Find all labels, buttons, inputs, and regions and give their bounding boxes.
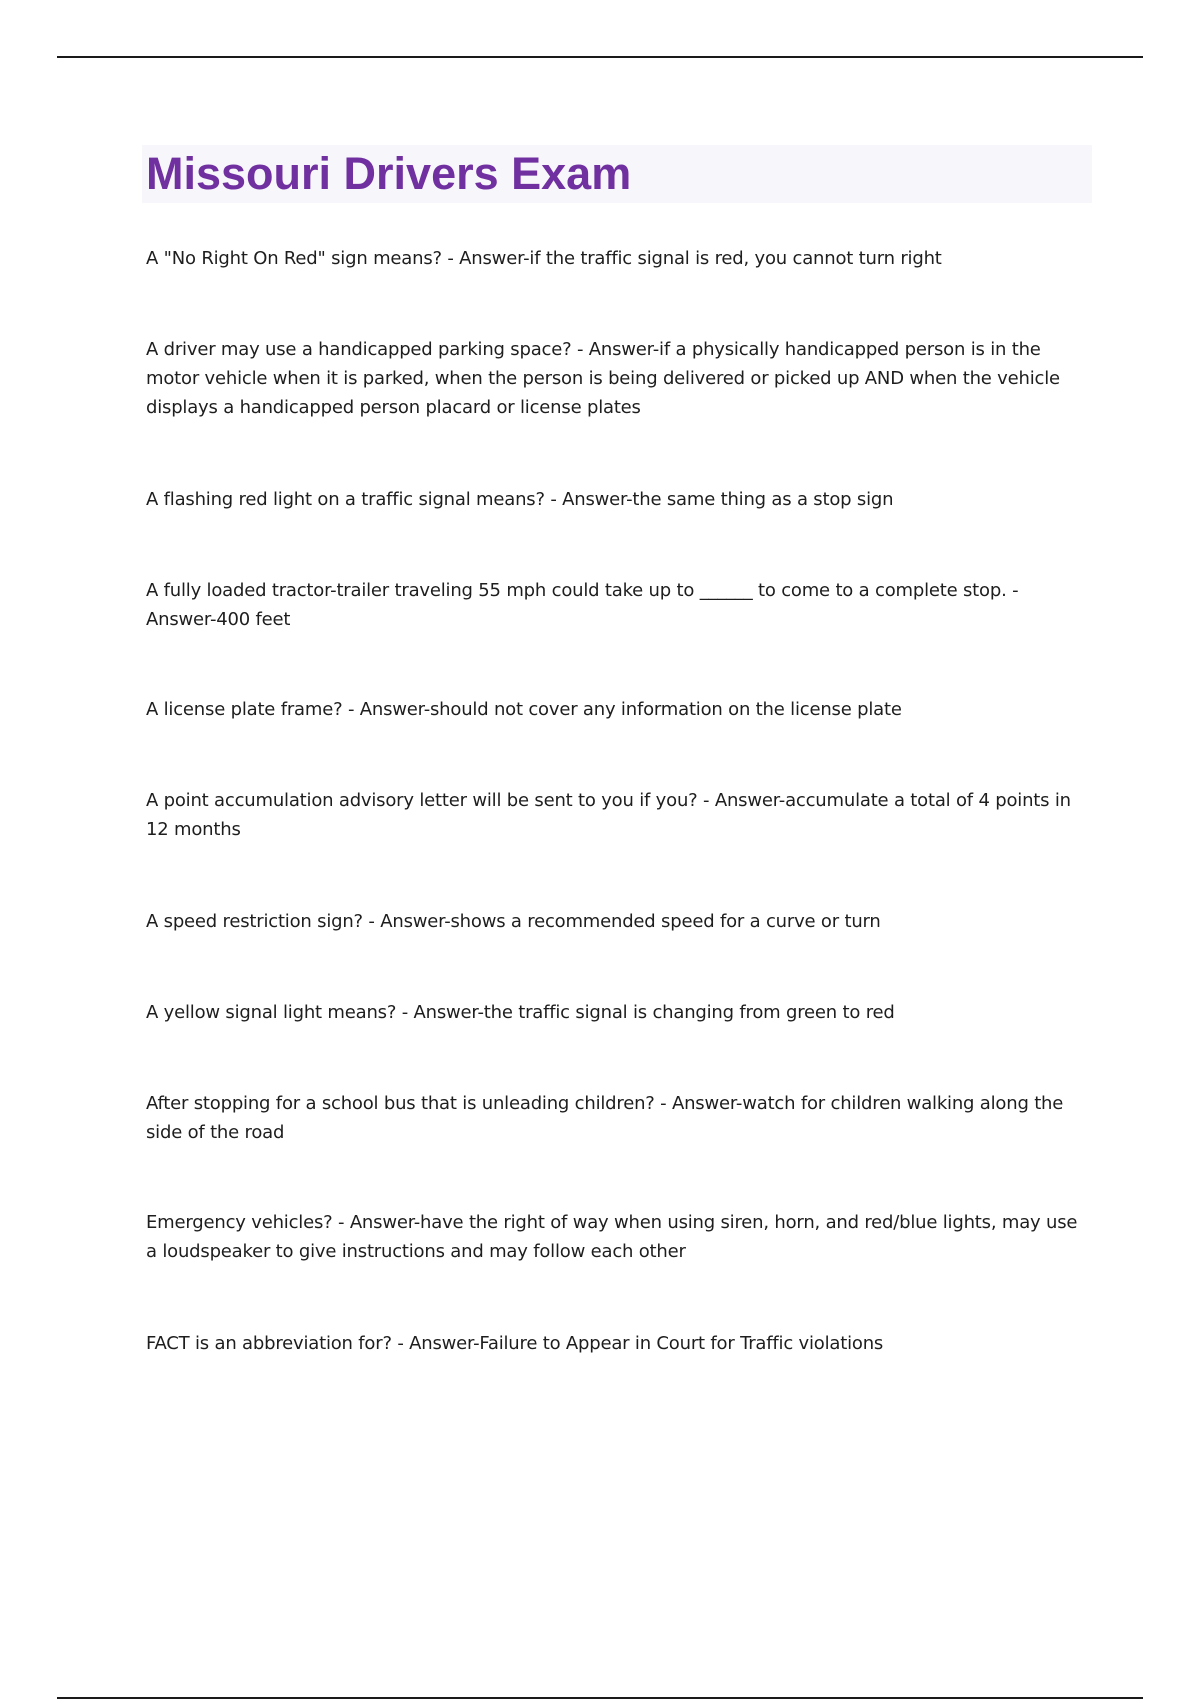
header-rule: [57, 56, 1143, 58]
qa-item-2: A driver may use a handicapped parking space? - Answer-if a physically handicapped person is in the motor vehicle when it is parked, when the person is being delivered or picked up AND when the vehicle displays a handicapped person placard or license plates: [146, 339, 1060, 418]
qa-item-1: A "No Right On Red" sign means? - Answer-if the traffic signal is red, you cannot turn right: [146, 248, 942, 269]
qa-item-4: A fully loaded tractor-trailer traveling 55 mph could take up to ______ to come to a complete stop. - Answer-400 feet: [146, 580, 1019, 630]
qa-item-8: A yellow signal light means? - Answer-the traffic signal is changing from green to red: [146, 1002, 895, 1023]
qa-item-11: FACT is an abbreviation for? - Answer-Failure to Appear in Court for Traffic violations: [146, 1333, 884, 1354]
footer-rule: [57, 1697, 1143, 1699]
qa-item-5: A license plate frame? - Answer-should not cover any information on the license plate: [146, 699, 902, 720]
qa-item-7: A speed restriction sign? - Answer-shows a recommended speed for a curve or turn: [146, 911, 881, 932]
qa-item-9: After stopping for a school bus that is unleading children? - Answer-watch for children walking along the side of the road: [146, 1093, 1064, 1143]
qa-item-6: A point accumulation advisory letter will be sent to you if you? - Answer-accumulate a total of 4 points in 12 months: [146, 790, 1071, 840]
qa-item-10: Emergency vehicles? - Answer-have the right of way when using siren, horn, and red/blue lights, may use a loudspeaker to give instructions and may follow each other: [146, 1212, 1078, 1262]
document-title: Missouri Drivers Exam: [146, 148, 632, 199]
qa-item-3: A flashing red light on a traffic signal means? - Answer-the same thing as a stop sign: [146, 489, 894, 510]
